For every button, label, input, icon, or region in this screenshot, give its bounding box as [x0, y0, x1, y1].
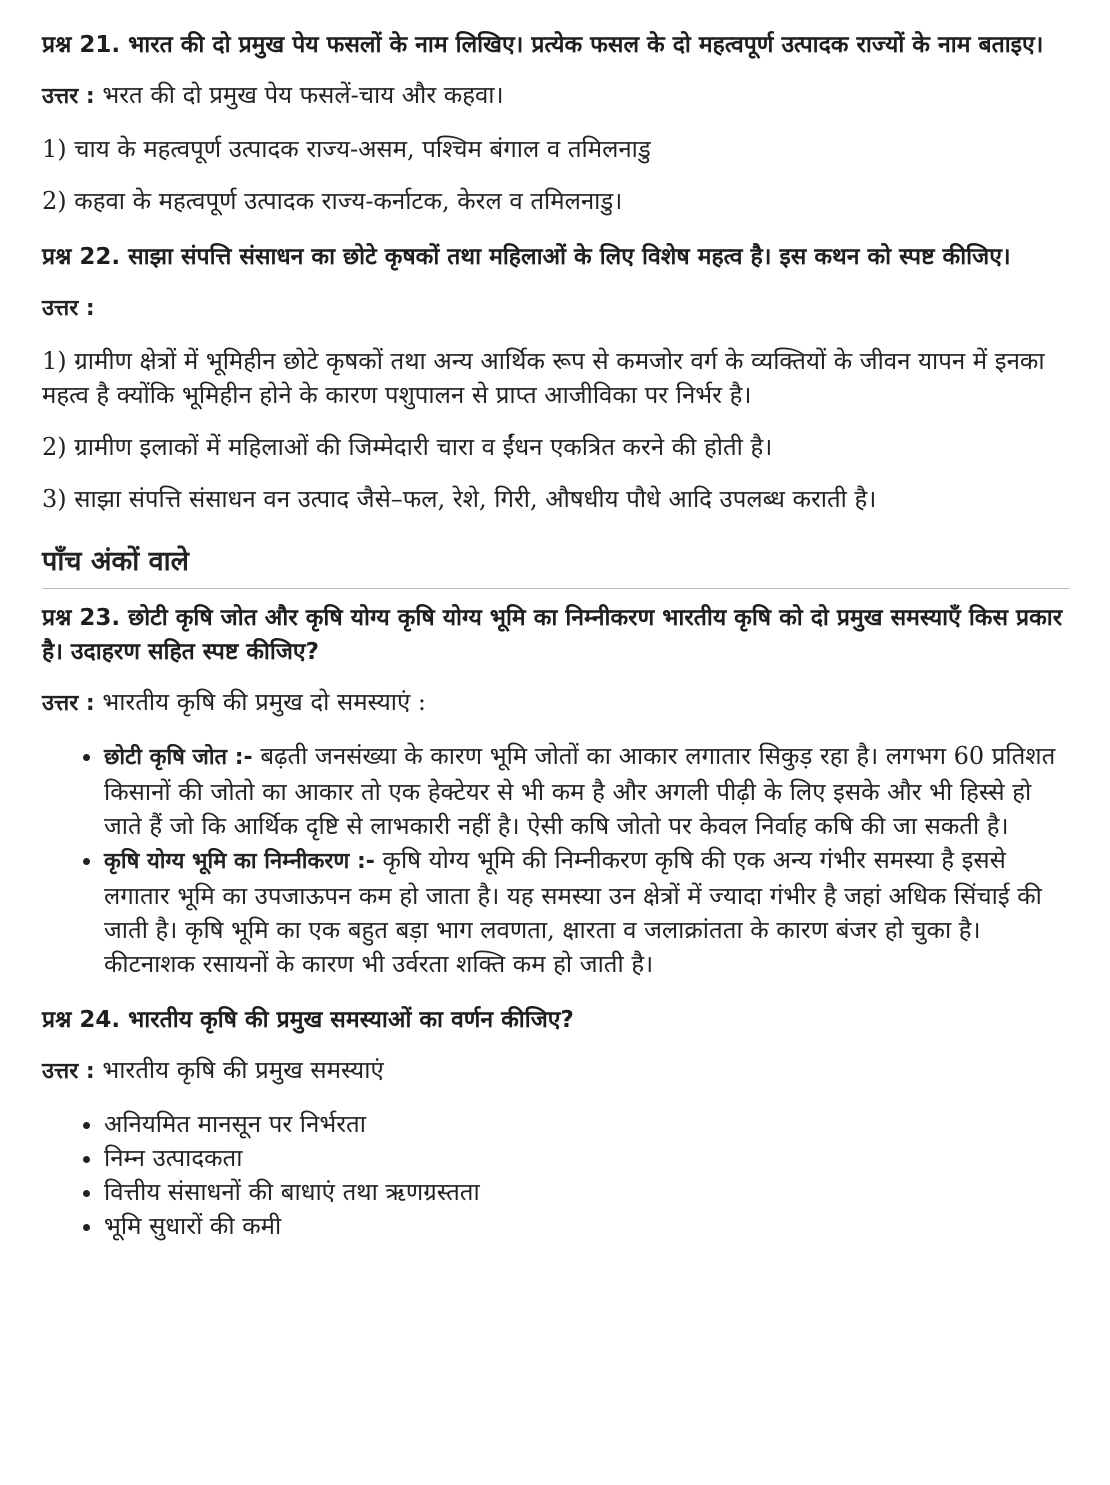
question-21: प्रश्न 21. भारत की दो प्रमुख पेय फसलों के नाम लिखिए। प्रत्येक फसल के दो महत्वपूर्ण उत्पादक राज्यों के नाम बताइए।: [42, 32, 1044, 58]
answer-label: उत्तर :: [42, 296, 95, 321]
question-22: प्रश्न 22. साझा संपत्ति संसाधन का छोटे कृषकों तथा महिलाओं के लिए विशेष महत्व है। इस कथन को स्पष्ट कीजिए।: [42, 244, 1011, 270]
list-item-text: कृषि योग्य भूमि की निम्नीकरण कृषि की एक अन्य गंभीर समस्या है इससे लगातार भूमि का उपजाऊपन कम हो जाता है। यह समस्या उन क्षेत्रों में ज्यादा गंभीर है जहां अधिक सिंचाई की जाती है। कृषि भूमि का एक बहुत बड़ा भाग लवणता, क्षारता व जलाक्रांतता के कारण बंजर हो चुका है। कीटनाशक रसायनों के कारण भी उर्वरता शक्ति कम हो जाती है।: [104, 846, 1042, 978]
answer-21-point-1: 1) चाय के महत्वपूर्ण उत्पादक राज्य-असम, पश्चिम बंगाल व तमिलनाडु: [42, 135, 651, 163]
list-item: • वित्तीय संसाधनों की बाधाएं तथा ऋणग्रस्तता: [104, 1175, 1070, 1209]
answer-21-point-2: 2) कहवा के महत्वपूर्ण उत्पादक राज्य-कर्नाटक, केरल व तमिलनाडु।: [42, 187, 623, 215]
answer-text: भारतीय कृषि की प्रमुख दो समस्याएं :: [94, 688, 427, 716]
answer-label: उत्तर :: [42, 691, 95, 716]
section-heading: पाँच अंकों वाले: [42, 542, 1070, 589]
answer-22-point-2: 2) ग्रामीण इलाकों में महिलाओं की जिम्मेदारी चारा व ईंधन एकत्रित करने की होती है।: [42, 433, 773, 461]
list-item: • अनियमित मानसून पर निर्भरता: [104, 1107, 1070, 1141]
answer-21: [42, 78, 1070, 114]
question-23: प्रश्न 23. छोटी कृषि जोत और कृषि योग्य कृषि योग्य भूमि का निम्नीकरण भारतीय कृषि को दो प्रमुख समस्याएँ किस प्रकार है। उदाहरण सहित स्पष्ट कीजिए?: [42, 605, 1063, 665]
answer-text: भरत की दो प्रमुख पेय फसलें-चाय और कहवा।: [94, 81, 504, 109]
document-page: [42, 28, 1070, 1243]
list-item-term: कृषि योग्य भूमि का निम्नीकरण :-: [104, 849, 375, 874]
question-24: प्रश्न 24. भारतीय कृषि की प्रमुख समस्याओं का वर्णन कीजिए?: [42, 1007, 574, 1033]
answer-label: उत्तर :: [42, 84, 95, 109]
answer-23-list: [42, 739, 1070, 981]
list-item: [104, 739, 1070, 843]
list-item: [104, 843, 1070, 981]
list-item: • भूमि सुधारों की कमी: [104, 1209, 1070, 1243]
answer-24-list: [42, 1107, 1070, 1243]
answer-22: [42, 290, 1070, 326]
answer-22-point-1: 1) ग्रामीण क्षेत्रों में भूमिहीन छोटे कृषकों तथा अन्य आर्थिक रूप से कमजोर वर्ग के व्यक्तियों के जीवन यापन में इनका महत्व है क्योंकि भूमिहीन होने के कारण पशुपालन से प्राप्त आजीविका पर निर्भर है।: [42, 347, 1045, 409]
list-item-text: बढ़ती जनसंख्या के कारण भूमि जोतों का आकार लगातार सिकुड़ रहा है। लगभग 60 प्रतिशत किसानों की जोतो का आकार तो एक हेक्टेयर से भी कम है और अगली पीढ़ी के लिए इसके और भी हिस्से हो जाते हैं जो कि आर्थिक दृष्टि से लाभकारी नहीं है। ऐसी कषि जोतो पर केवल निर्वाह कषि की जा सकती है।: [104, 742, 1056, 840]
list-item-term: छोटी कृषि जोत :-: [104, 745, 253, 770]
answer-23: [42, 685, 1070, 721]
answer-22-point-3: 3) साझा संपत्ति संसाधन वन उत्पाद जैसे–फल, रेशे, गिरी, औषधीय पौधे आदि उपलब्ध कराती है।: [42, 485, 877, 513]
answer-24: [42, 1053, 1070, 1089]
list-item: • निम्न उत्पादकता: [104, 1141, 1070, 1175]
answer-text: भारतीय कृषि की प्रमुख समस्याएं: [94, 1056, 384, 1084]
answer-label: उत्तर :: [42, 1059, 95, 1084]
